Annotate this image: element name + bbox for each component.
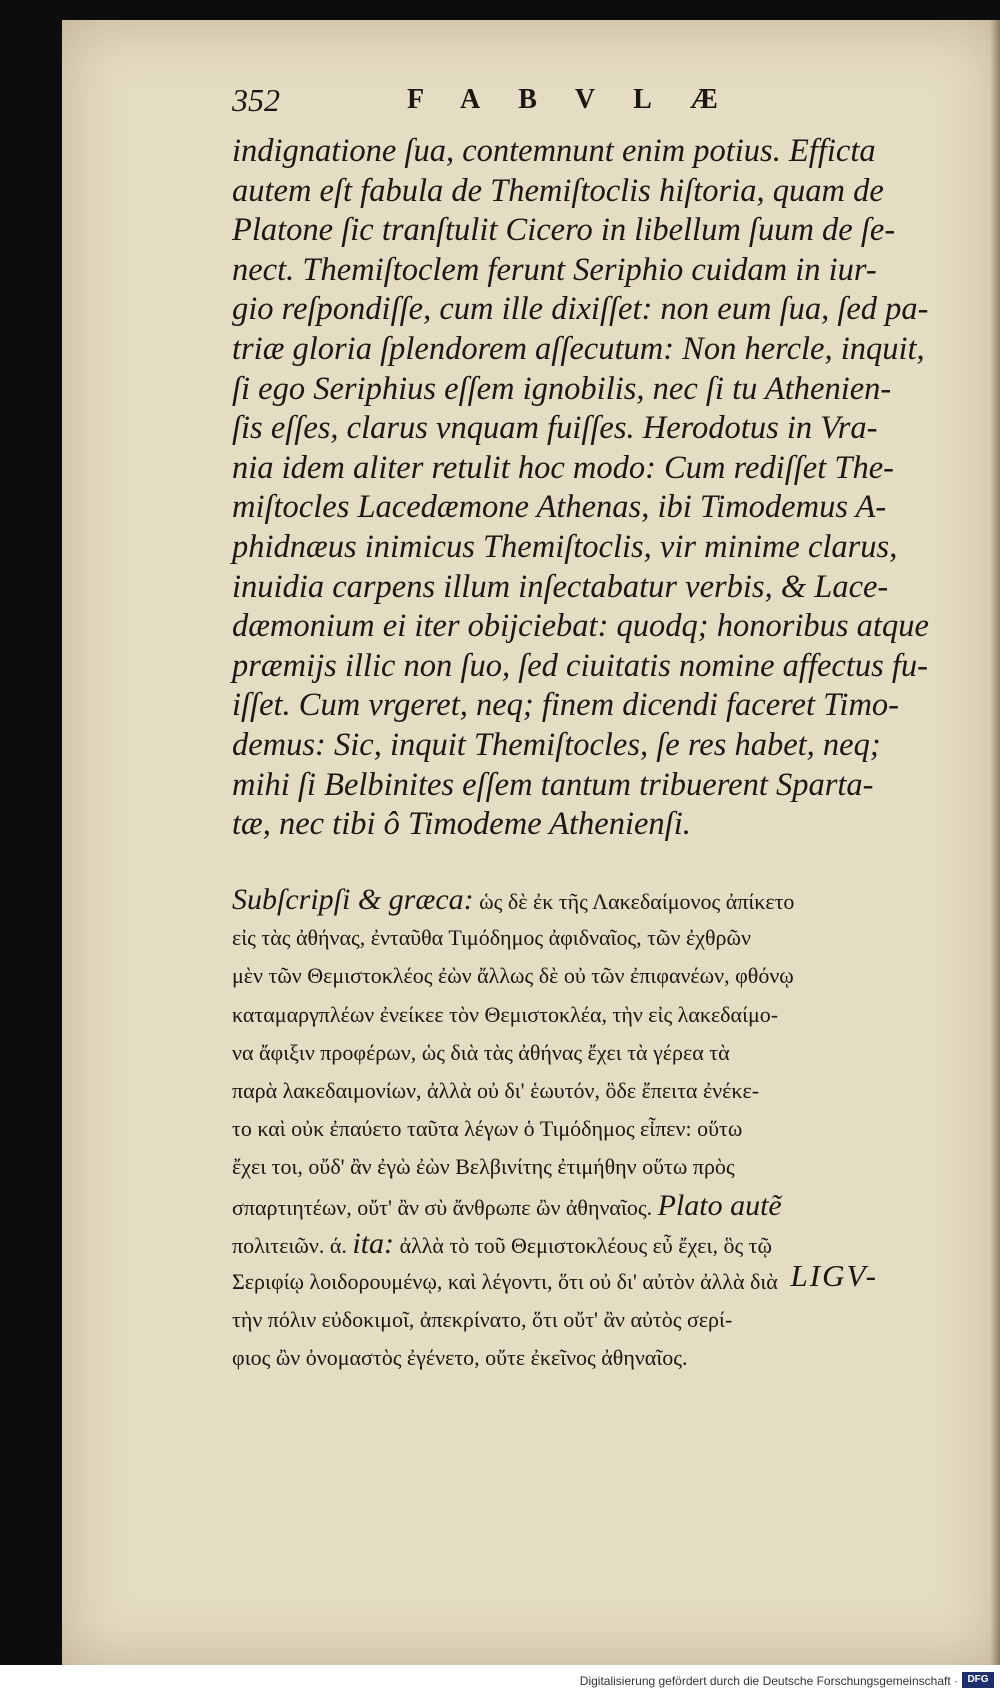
text-line: dæmonium ei iter obijciebat: quodq; honoribus atque bbox=[232, 608, 929, 645]
greek-line: να ἄφιξιν προφέρων, ὡς διὰ τὰς ἀθήνας ἔχει τὰ γέρεα τὰ bbox=[232, 1039, 730, 1065]
greek-line: Σεριφίῳ λοιδορουμένῳ, καὶ λέγοντι, ὅτι οὐ δι' αὐτὸν ἀλλὰ διὰ bbox=[232, 1268, 778, 1294]
text-line: Platone ſic tranſtulit Cicero in libellum ſuum de ſe- bbox=[232, 212, 896, 249]
greek-text: πολιτειῶν. ά. bbox=[232, 1232, 347, 1258]
text-line: mihi ſi Belbinites eſſem tantum tribuerent Sparta- bbox=[232, 766, 874, 803]
text-line: nia idem aliter retulit hoc modo: Cum rediſſet The- bbox=[232, 449, 894, 486]
greek-line: το καὶ οὐκ ἐπαύετο ταῦτα λέγων ὁ Τιμόδημος εἶπεν: οὕτω bbox=[232, 1116, 743, 1142]
text-line: autem eſt fabula de Themiſtoclis hiſtoria, quam de bbox=[232, 172, 884, 209]
greek-line: εἰς τὰς ἀθήνας, ἐνταῦθα Τιμόδημος ἀφιδναῖος, τῶν ἐχθρῶν bbox=[232, 925, 751, 951]
greek-line: φιος ὢν ὀνομαστὸς ἐγένετο, οὔτε ἐκεῖνος ἀθηναῖος. bbox=[232, 1345, 688, 1371]
footer-bar bbox=[0, 1665, 1000, 1697]
text-line: nect. Themiſtoclem ferunt Seriphio cuidam in iur- bbox=[232, 251, 877, 288]
greek-line: μὲν τῶν Θεμιστοκλέος ἐὼν ἄλλως δὲ οὐ τῶν ἐπιφανέων, φθόνῳ bbox=[232, 963, 794, 989]
text-line: gio reſpondiſſe, cum ille dixiſſet: non eum ſua, ſed pa- bbox=[232, 291, 929, 328]
dfg-logo: DFG bbox=[962, 1672, 994, 1688]
greek-line bbox=[232, 1225, 1000, 1263]
greek-text: σπαρτιητέων, οὔτ' ἂν σὺ ἄνθρωπε ὢν ἀθηναῖος. bbox=[232, 1194, 653, 1220]
book-page bbox=[62, 20, 1000, 1665]
text-line: inuidia carpens illum inſectabatur verbis, & Lace- bbox=[232, 568, 889, 605]
greek-line: καταμαργπλέων ἐνείκεε τὸν Θεμιστοκλέα, τὴν εἰς λακεδαίμο- bbox=[232, 1001, 779, 1027]
page-header bbox=[232, 82, 992, 122]
greek-line bbox=[232, 881, 1000, 919]
running-title: FABVLÆ bbox=[407, 84, 756, 115]
text-line: triæ gloria ſplendorem aſſecutum: Non hercle, inquit, bbox=[232, 330, 925, 367]
latin-text-block bbox=[232, 132, 1000, 845]
greek-text-block bbox=[232, 881, 1000, 1377]
catchword: LIGV- bbox=[790, 1258, 878, 1293]
text-line: ſi ego Seriphius eſſem ignobilis, nec ſi tu Athenien- bbox=[232, 370, 892, 407]
greek-text: ὡς δὲ ἐκ τῆς Λακεδαίμονος ἀπίκετο bbox=[479, 889, 795, 914]
text-line: miſtocles Lacedæmone Athenas, ibi Timodemus A- bbox=[232, 489, 887, 526]
text-line: iſſet. Cum vrgeret, neq; finem dicendi faceret Timo- bbox=[232, 687, 899, 724]
text-line: indignatione ſua, contemnunt enim potius. Efficta bbox=[232, 133, 876, 169]
text-line: demus: Sic, inquit Themiſtocles, ſe res habet, neq; bbox=[232, 726, 881, 763]
text-line: tæ, nec tibi ô Timodeme Athenienſi. bbox=[232, 806, 691, 843]
greek-line bbox=[232, 1187, 1000, 1225]
text-line: phidnæus inimicus Themiſtoclis, vir minime clarus, bbox=[232, 528, 898, 565]
greek-intro: Subſcripſi & græca: bbox=[232, 883, 474, 916]
plato-ita: ita: bbox=[352, 1226, 395, 1260]
text-line: ſis eſſes, clarus vnquam fuiſſes. Herodotus in Vra- bbox=[232, 410, 878, 447]
greek-line: παρὰ λακεδαιμονίων, ἀλλὰ οὐ δι' ἑωυτόν, ὃδε ἔπειτα ἐνέκε- bbox=[232, 1077, 760, 1103]
plato-intro: Plato autẽ bbox=[657, 1188, 782, 1222]
footer-credit: Digitalisierung gefördert durch die Deutsche Forschungsgemeinschaft · bbox=[579, 1674, 958, 1688]
greek-text: ἀλλὰ τὸ τοῦ Θεμιστοκλέους εὖ ἔχει, ὃς τῷ bbox=[399, 1232, 772, 1258]
page-number: 352 bbox=[232, 82, 280, 118]
greek-line: ἔχει τοι, οὔδ' ἂν ἐγὼ ἐὼν Βελβινίτης ἐτιμήθην οὕτω πρὸς bbox=[232, 1154, 735, 1180]
text-line: præmijs illic non ſuo, ſed ciuitatis nomine affectus fu- bbox=[232, 647, 928, 684]
greek-line: τὴν πόλιν εὐδοκιμοῖ, ἀπεκρίνατο, ὅτι οὔτ' ἂν αὐτὸς σερί- bbox=[232, 1307, 733, 1333]
